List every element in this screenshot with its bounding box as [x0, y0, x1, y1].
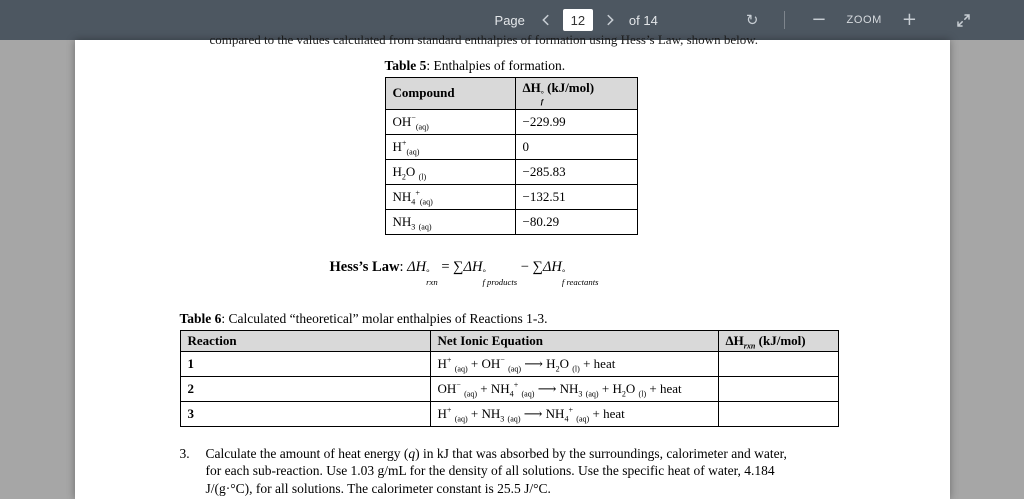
- column-header-dhrxn: $\Delta H_{rxn}$ (kJ/mol): [718, 330, 838, 351]
- table-row: [385, 109, 637, 134]
- compound-cell: $H^+_{(aq)}$: [385, 134, 515, 159]
- page-number-input[interactable]: [563, 9, 593, 31]
- value-cell: −132.51: [515, 184, 637, 209]
- compound-cell: $OH^-_{(aq)}$: [385, 109, 515, 134]
- enthalpy-table: [385, 77, 638, 235]
- compound-cell: $NH_4^+_{(aq)}$: [385, 184, 515, 209]
- column-header-dhf: ΔH ° f (kJ/mol): [515, 78, 637, 110]
- refresh-button[interactable]: [745, 10, 759, 29]
- chevron-right-icon: [603, 13, 617, 27]
- compound-cell: $NH_3$ $_{(aq)}$: [385, 209, 515, 234]
- clipped-text: compared to the values calculated from standard enthalpies of formation using Hess’s Law, shown below.: [209, 32, 758, 47]
- table-row: [385, 134, 637, 159]
- value-cell: −80.29: [515, 209, 637, 234]
- table-header-row: [180, 330, 838, 351]
- minus-icon: −: [811, 9, 827, 30]
- plus-icon: +: [901, 9, 917, 30]
- toolbar-divider: [784, 11, 785, 29]
- document-canvas[interactable]: [0, 32, 1024, 499]
- question-item-3: [180, 445, 950, 498]
- page-label: Page: [494, 12, 525, 28]
- chevron-left-icon: [539, 13, 553, 27]
- table5-caption: Table 5: Enthalpies of formation.: [384, 58, 566, 73]
- value-cell: −285.83: [515, 159, 637, 184]
- pdf-page: [75, 32, 950, 499]
- table6-caption: Table 6: Calculated “theoretical” molar enthalpies of Reactions 1-3.: [179, 310, 548, 326]
- column-header-reaction: Reaction: [180, 330, 430, 351]
- table-row: [180, 376, 838, 401]
- zoom-label: ZOOM: [846, 14, 882, 26]
- fullscreen-button[interactable]: [955, 12, 972, 29]
- column-header-compound: Compound: [385, 78, 515, 110]
- value-cell: −229.99: [515, 109, 637, 134]
- refresh-icon: ↻: [745, 10, 759, 29]
- table-header-row: [385, 78, 637, 110]
- table-row: [180, 401, 838, 426]
- expand-icon: [955, 12, 972, 29]
- item-number: 3.: [179, 445, 190, 461]
- reactions-table: [180, 330, 839, 427]
- dhrxn-value-cell: [718, 376, 838, 401]
- table-row: [385, 159, 637, 184]
- prev-page-button[interactable]: [539, 13, 553, 27]
- item-text: Calculate the amount of heat energy (q) in kJ that was absorbed by the surroundings, calorimeter and water, for each sub-reaction. Use 1.03 g/mL for the density of all solutions. Use the specific heat of water, 4.184 J/(g·°C), for all solutions. The calorimeter constant is 25.5 J/°C.: [205, 445, 787, 497]
- reaction-number-cell: 2: [180, 376, 430, 401]
- dhrxn-value-cell: [718, 351, 838, 376]
- hess-law-formula: Hess’s Law: ΔH ° rxn = ∑ΔH ° f products − ∑ΔH ° f reactants: [329, 258, 599, 287]
- table-row: [180, 351, 838, 376]
- compound-cell: $H_2O$ $_{(l)}$: [385, 159, 515, 184]
- equation-cell: H+ $_{(aq)} + NH_3$ $_{(aq)}$ ⟶ $NH_4^+$ $_{(aq)}$ + heat: [430, 401, 718, 426]
- equation-cell: OH− $_{(aq)} + NH_4^+$ $_{(aq)}$ ⟶ $NH_3$ $_{(aq)} + H_2O$ $_{(l)}$ + heat: [430, 376, 718, 401]
- column-header-equation: Net Ionic Equation: [430, 330, 718, 351]
- zoom-out-button[interactable]: [811, 11, 826, 29]
- table-row: [385, 209, 637, 234]
- zoom-in-button[interactable]: [902, 11, 917, 29]
- table-row: [385, 184, 637, 209]
- page-count-label: of 14: [628, 12, 658, 28]
- reaction-number-cell: 3: [180, 401, 430, 426]
- equation-cell: H+ $_{(aq)}$ + OH− $_{(aq)}$ ⟶ $H_2O$ $_{(l)}$ + heat: [430, 351, 718, 376]
- next-page-button[interactable]: [603, 13, 617, 27]
- clipped-text-line: [210, 32, 950, 45]
- value-cell: 0: [515, 134, 637, 159]
- dhrxn-value-cell: [718, 401, 838, 426]
- reaction-number-cell: 1: [180, 351, 430, 376]
